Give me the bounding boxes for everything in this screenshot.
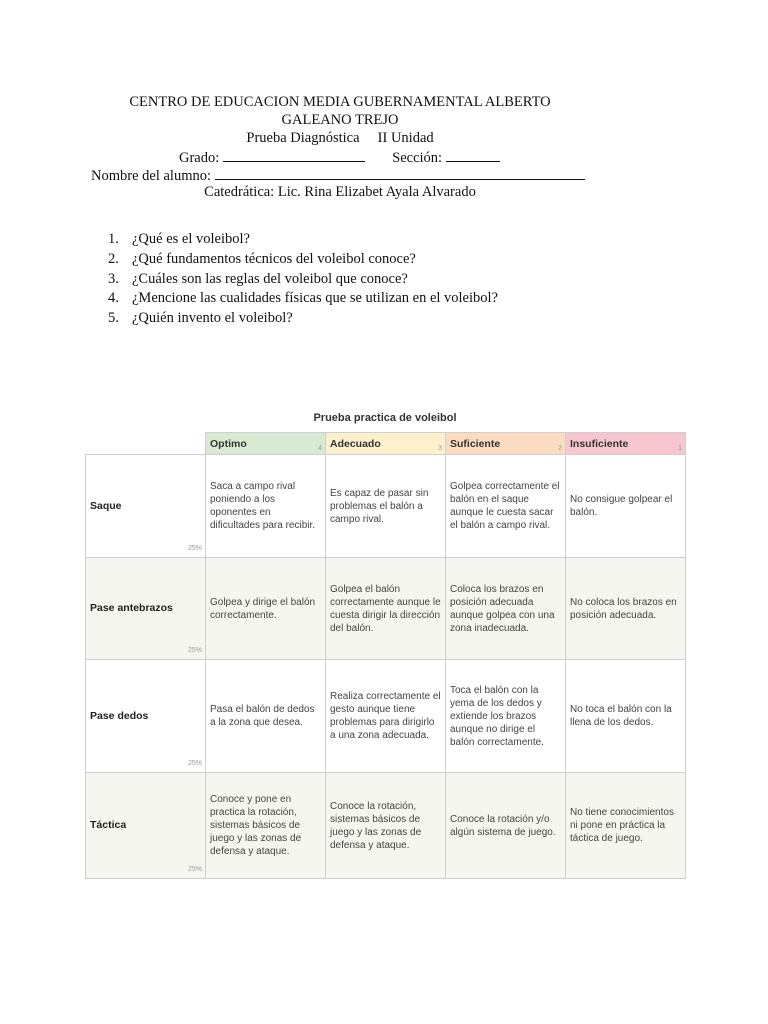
table-row xyxy=(86,660,686,773)
rubric-cell: Golpea el balón correctamente aunque le cuesta dirigir la dirección del balón. xyxy=(326,558,446,660)
student-label: Nombre del alumno: xyxy=(91,168,212,184)
rubric-cell: Toca el balón con la yema de los dedos y extiende los brazos aunque no dirige el balón correctamente. xyxy=(446,660,566,773)
question-item: 5. ¿Quién invento el voleibol? xyxy=(108,310,293,327)
rubric-cell: No coloca los brazos en posición adecuada. xyxy=(566,558,686,660)
grade-section-line xyxy=(179,147,500,167)
question-list xyxy=(108,230,498,329)
rubric-cell: Conoce la rotación, sistemas básicos de juego y las zonas de defensa y ataque. xyxy=(326,773,446,879)
teacher-line: Catedrática: Lic. Rina Elizabet Ayala Alvarado xyxy=(204,184,476,200)
table-row xyxy=(86,455,686,558)
rubric-cell: Golpea y dirige el balón correctamente. xyxy=(206,558,326,660)
criterion-tactica: Táctica 25% xyxy=(86,773,206,879)
criterion-pase-antebrazos: Pase antebrazos 25% xyxy=(86,558,206,660)
student-name-line xyxy=(91,165,585,185)
rubric-title: Prueba practica de voleibol xyxy=(313,412,457,424)
rubric-cell: Conoce la rotación y/o algún sistema de juego. xyxy=(446,773,566,879)
section-label: Sección: xyxy=(392,150,443,166)
rubric-table xyxy=(85,432,686,879)
rubric-cell: Pasa el balón de dedos a la zona que desea. xyxy=(206,660,326,773)
rubric-cell: Coloca los brazos en posición adecuada aunque golpea con una zona inadecuada. xyxy=(446,558,566,660)
rubric-cell: Realiza correctamente el gesto aunque tiene problemas para dirigirlo a una zona adecuada. xyxy=(326,660,446,773)
rubric xyxy=(85,412,685,879)
criterion-pase-dedos: Pase dedos 25% xyxy=(86,660,206,773)
table-row xyxy=(86,558,686,660)
test-line xyxy=(0,129,680,147)
unit-name: II Unidad xyxy=(377,130,434,146)
level-header-insuficiente: Insuficiente 1 xyxy=(566,433,686,455)
level-header-adecuado: Adecuado 3 xyxy=(326,433,446,455)
criterion-saque: Saque 25% xyxy=(86,455,206,558)
rubric-cell: Conoce y pone en practica la rotación, sistemas básicos de juego y las zonas de defensa y ataque. xyxy=(206,773,326,879)
rubric-cell: No tiene conocimientos ni pone en práctica la táctica de juego. xyxy=(566,773,686,879)
question-item: 2. ¿Qué fundamentos técnicos del voleibol conoce? xyxy=(108,250,416,267)
level-header-optimo: Optimo 4 xyxy=(206,433,326,455)
test-name: Prueba Diagnóstica xyxy=(246,130,360,146)
rubric-corner xyxy=(86,433,206,455)
rubric-cell: Es capaz de pasar sin problemas el balón a campo rival. xyxy=(326,455,446,558)
question-item: 1. ¿Qué es el voleibol? xyxy=(108,231,250,247)
rubric-cell: Golpea correctamente el balón en el saque aunque le cuesta sacar el balón a campo rival. xyxy=(446,455,566,558)
grade-label: Grado: xyxy=(179,150,220,166)
student-name-blank[interactable] xyxy=(215,165,585,180)
table-row xyxy=(86,773,686,879)
school-name-line2: GALEANO TREJO xyxy=(281,112,399,128)
question-item: 3. ¿Cuáles son las reglas del voleibol que conoce? xyxy=(108,270,408,287)
section-blank[interactable] xyxy=(446,147,500,162)
rubric-cell: Saca a campo rival poniendo a los oponentes en dificultades para recibir. xyxy=(206,455,326,558)
school-name-line1: CENTRO DE EDUCACION MEDIA GUBERNAMENTAL ALBERTO xyxy=(129,94,551,110)
grade-blank[interactable] xyxy=(223,147,365,162)
question-item: 4. ¿Mencione las cualidades físicas que se utilizan en el voleibol? xyxy=(108,290,498,307)
rubric-cell: No consigue golpear el balón. xyxy=(566,455,686,558)
rubric-cell: No toca el balón con la llena de los dedos. xyxy=(566,660,686,773)
level-header-suficiente: Suficiente 2 xyxy=(446,433,566,455)
